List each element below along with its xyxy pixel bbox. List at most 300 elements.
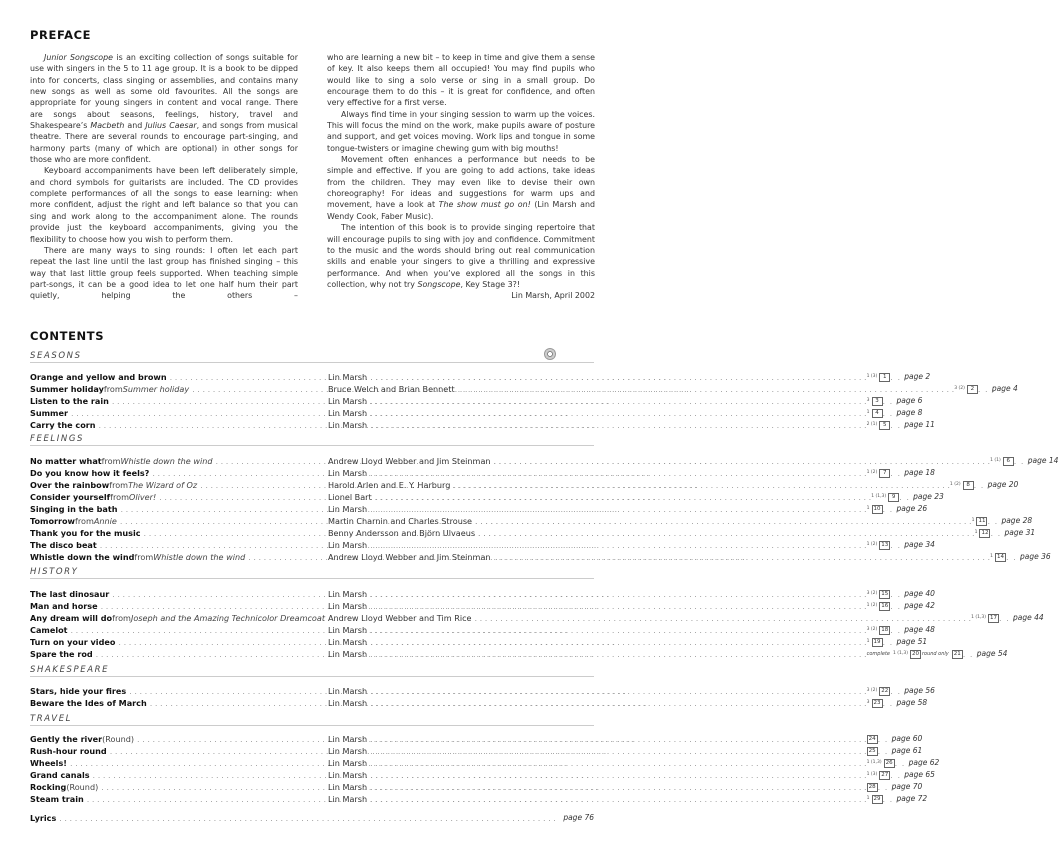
dot-leader: . . . [882, 794, 901, 804]
parts-note: 1 (2) [866, 542, 878, 547]
song-title: Gently the river [30, 734, 103, 744]
cd-track-number: 18 [881, 626, 889, 633]
dot-leader: . . . [890, 589, 909, 599]
contents-row[interactable] [30, 648, 1008, 660]
track-info [867, 697, 883, 709]
track-info [950, 479, 974, 491]
author-cell [328, 527, 1036, 539]
contents-heading: CONTENTS [30, 329, 105, 343]
parts-note: 1 (2) [949, 482, 961, 487]
track-info [867, 588, 891, 600]
author-cell [328, 419, 935, 431]
song-author: Lin Marsh [328, 540, 368, 550]
preface-paragraph [30, 165, 298, 244]
dot-leader: . . . [890, 420, 909, 430]
title-note: from [112, 613, 131, 623]
track-info [954, 383, 978, 395]
track-info [867, 395, 883, 407]
preface-paragraph [327, 52, 595, 109]
song-title: Tomorrow [30, 516, 76, 526]
source-show: Joseph and the Amazing Technicolor Dreamcoat [130, 613, 325, 623]
page-number: page 8 [896, 408, 923, 417]
cd-track-number: 6 [1003, 457, 1014, 466]
contents-row[interactable] [30, 745, 923, 757]
track-info [990, 551, 1006, 563]
song-title-cell [30, 793, 326, 805]
contents-row[interactable] [30, 467, 935, 479]
author-cell [328, 395, 923, 407]
song-title-cell [30, 733, 326, 745]
dot-leader [370, 733, 867, 745]
cd-track-number: 22 [881, 687, 889, 694]
song-title: Turn on your video [30, 637, 116, 647]
song-title-cell [30, 407, 326, 419]
parts-note: 1 [990, 554, 993, 559]
title-note: from [110, 492, 129, 502]
section-heading-feelings: FEELINGS [30, 434, 594, 446]
dot-leader: . . . [1005, 552, 1024, 562]
italic-title: Songscope [417, 279, 461, 289]
lyrics-title: Lyrics [30, 813, 57, 823]
dot-leader [370, 467, 867, 479]
track-info [990, 455, 1014, 467]
author-cell [328, 697, 928, 709]
author-cell [328, 745, 923, 757]
song-author: Lin Marsh [328, 649, 368, 659]
song-author: Andrew Lloyd Webber and Jim Steinman [328, 552, 491, 562]
dot-leader: . . . [882, 698, 901, 708]
page-number: page 6 [896, 396, 923, 405]
song-title-cell [30, 383, 326, 395]
text-run: is an exciting collection of songs suitable for use with singers in the 5 to 11 age group. It is a book to be dipped into for concerts, class singing or assemblies, and contains many new songs as well as some old favourites. All the songs are appropriate for young singers in content and vocal range. There are songs about seasons, feelings, history, travel and Shakespeare’s [30, 53, 298, 131]
author-cell [328, 383, 1018, 395]
song-title: Grand canals [30, 770, 90, 780]
cd-track-number: 3 [872, 397, 883, 406]
dot-leader: . . . [882, 396, 901, 406]
contents-row[interactable] [30, 491, 944, 503]
page-number: page 51 [896, 637, 928, 646]
cd-track-number: 27 [881, 771, 889, 778]
contents-row[interactable] [30, 697, 928, 709]
song-title: Man and horse [30, 601, 98, 611]
song-author: Lin Marsh [328, 396, 368, 406]
section-heading-history: HISTORY [30, 567, 594, 579]
author-cell [328, 515, 1033, 527]
page-number: page 4 [991, 384, 1018, 393]
title-note: from [103, 384, 123, 394]
song-title: Carry the corn [30, 420, 96, 430]
track-info [867, 539, 891, 551]
song-author: Lin Marsh [328, 746, 368, 756]
dot-leader: . . . [882, 504, 901, 514]
preface-right-column [327, 52, 595, 302]
author-cell [328, 491, 944, 503]
song-title: Thank you for the music [30, 528, 141, 538]
contents-row[interactable] [30, 503, 928, 515]
song-title-cell [30, 685, 326, 697]
song-title-cell [30, 588, 326, 600]
track-info [867, 793, 883, 805]
source-show: Annie [93, 516, 117, 526]
dot-leader: . . . [890, 770, 909, 780]
italic-title: Junior Songscope [44, 53, 113, 62]
track-info [867, 685, 891, 697]
page-number: page 76 [563, 813, 594, 822]
preface-paragraph [30, 245, 298, 302]
dot-leader: . . . [890, 601, 909, 611]
page-number: page 34 [904, 540, 935, 549]
author-cell [328, 769, 935, 781]
song-title: Whistle down the wind [30, 552, 135, 562]
dot-leader: . . . [877, 746, 896, 756]
cd-track-number: 11 [978, 517, 986, 524]
song-title-cell [30, 527, 326, 539]
contents-row-lyrics[interactable] [30, 812, 594, 824]
cd-track-number: 13 [881, 541, 889, 548]
song-title-cell [30, 612, 326, 624]
song-title: Wheels! [30, 758, 67, 768]
song-title-cell [30, 781, 326, 793]
contents-row[interactable] [30, 757, 940, 769]
parts-note: 1 [866, 410, 870, 415]
dot-leader [370, 757, 867, 769]
track-info [867, 735, 878, 744]
author-cell [328, 793, 928, 805]
song-title: No matter what [30, 456, 102, 466]
source-show: Oliver! [128, 492, 157, 502]
italic-title: The show must go on! [438, 200, 531, 210]
contents-row[interactable] [30, 383, 1018, 395]
parts-note: 1 [866, 796, 870, 801]
dot-leader [370, 503, 867, 515]
song-author: Andrew Lloyd Webber and Tim Rice [328, 613, 472, 623]
title-note: (Round) [102, 734, 135, 744]
song-title: Camelot [30, 625, 68, 635]
parts-note: 1 [974, 530, 978, 535]
song-title-cell [30, 539, 326, 551]
song-title-cell [30, 648, 326, 660]
title-note: from [134, 552, 154, 562]
source-show: Summer holiday [122, 384, 190, 394]
contents-row[interactable] [30, 419, 935, 431]
dot-leader: . . . [987, 516, 1006, 526]
italic-title: Macbeth [90, 121, 125, 131]
song-title: Steam train [30, 794, 84, 804]
song-title: The disco beat [30, 540, 97, 550]
song-author: Lin Marsh [328, 420, 368, 430]
track-info [867, 648, 963, 660]
dot-leader [458, 383, 955, 395]
author-cell [328, 503, 928, 515]
author-cell [328, 551, 1051, 563]
page-number: page 28 [1001, 516, 1033, 525]
cd-track-number: 25 [868, 747, 876, 754]
preface-paragraph [327, 154, 595, 222]
page-number: page 72 [896, 794, 928, 803]
text-run: Keyboard accompaniments have been left deliberately simple, and chord symbols for guitarists are included. The CD provides complete performances of all the songs to ease learning: when more confident, adjust the right and left balance so that you can sing and work along to the accompaniment alone. The rounds provide just the keyboard accompaniments, giving you the flexibility to choose how you wish to perform them. [30, 166, 298, 244]
parts-note: 3 (2) [866, 591, 878, 596]
song-title: Beware the Ides of March [30, 698, 147, 708]
text-run: and [124, 121, 146, 131]
dot-leader [375, 491, 872, 503]
parts-note: 1 [866, 506, 870, 511]
author-cell [328, 588, 935, 600]
preface-signature: Lin Marsh, April 2002 [511, 291, 595, 301]
author-cell [328, 636, 928, 648]
preface-left-column [30, 52, 298, 302]
song-title: Orange and yellow and brown [30, 372, 167, 382]
song-title: Any dream will do [30, 613, 113, 623]
track-info [867, 503, 883, 515]
cd-track-number: 7 [879, 469, 890, 478]
song-author: Lin Marsh [328, 504, 368, 514]
song-title-cell [30, 467, 326, 479]
cd-track-number: 29 [873, 795, 881, 802]
dot-leader [478, 527, 975, 539]
page-number: page 2 [904, 372, 931, 381]
track-info [867, 419, 891, 431]
source-show: Whistle down the wind [153, 552, 246, 562]
contents-row[interactable] [30, 600, 935, 612]
page-number: page 11 [904, 420, 935, 429]
parts-note: 1 (1,3) [971, 615, 987, 620]
contents-row[interactable] [30, 551, 1051, 563]
contents-row[interactable] [30, 407, 923, 419]
dot-leader [370, 419, 867, 431]
song-title: Summer [30, 408, 68, 418]
cd-track-number: 17 [990, 614, 998, 621]
track-info [972, 515, 988, 527]
song-title-cell [30, 395, 326, 407]
dot-leader: . . . [990, 528, 1009, 538]
dot-leader [494, 455, 991, 467]
dot-leader: . . . [973, 480, 992, 490]
page-number: page 36 [1019, 552, 1051, 561]
track-info [867, 600, 891, 612]
cd-track-number: 14 [996, 553, 1004, 560]
text-run: There are many ways to sing rounds: I often let each part repeat the last line until the last group has finished singing – this way that last little group feels supported. When teaching simple part-songs, it can be a good idea to let one half hum their part quietly, helping the others – [30, 245, 298, 301]
author-cell [328, 371, 931, 383]
title-note: from [101, 456, 121, 466]
song-author: Benny Andersson and Björn Ulvaeus [328, 528, 476, 538]
song-author: Lionel Bart [328, 492, 372, 502]
dot-leader: . . . [890, 540, 909, 550]
page-number: page 44 [1013, 613, 1044, 622]
dot-leader: . . . [999, 613, 1017, 623]
author-cell [328, 407, 923, 419]
track-info [867, 769, 891, 781]
track-info [867, 757, 895, 769]
song-author: Lin Marsh [328, 782, 368, 792]
dot-leader: . . . [890, 625, 909, 635]
song-title-cell [30, 600, 326, 612]
parts-note: 1 (2) [866, 603, 878, 608]
dot-leader: . . . [894, 758, 913, 768]
page-number: page 18 [904, 468, 935, 477]
cd-track-number: 24 [868, 735, 876, 742]
parts-note: 1 (1,3) [866, 760, 882, 765]
contents-row[interactable] [30, 636, 928, 648]
author-cell [328, 539, 935, 551]
song-title: Over the rainbow [30, 480, 110, 490]
parts-note: 1 (1,3) [892, 651, 908, 656]
track-info [867, 624, 891, 636]
cd-track-number: 5 [879, 421, 890, 430]
parts-note: 1 (1,3) [871, 494, 887, 499]
parts-note: 1 (3) [866, 374, 878, 379]
section-heading-shakespeare: SHAKESPEARE [30, 665, 594, 677]
parts-note: 1 [971, 518, 975, 523]
song-title: Singing in the bath [30, 504, 118, 514]
dot-leader [370, 624, 867, 636]
song-title: Stars, hide your fires [30, 686, 127, 696]
page-number: page 61 [891, 746, 923, 755]
author-cell [328, 479, 1019, 491]
author-cell [328, 757, 940, 769]
page-number: page 23 [913, 492, 944, 501]
song-title: Spare the rod [30, 649, 93, 659]
page-number: page 65 [904, 770, 935, 779]
contents-row[interactable] [30, 612, 1044, 624]
contents-row[interactable] [30, 624, 935, 636]
song-title-cell [30, 812, 550, 824]
dot-leader [370, 600, 867, 612]
text-run: who are learning a new bit – to keep in time and give them a sense of key. It also keeps them all occupied! You may find pupils who would like to sing a solo verse or sing in a small group. Do encourage them to do this – it is great for confidence, and often very effective for a first verse. [327, 53, 595, 108]
contents-row[interactable] [30, 781, 923, 793]
contents-row[interactable] [30, 527, 1036, 539]
track-info [975, 527, 991, 539]
dot-leader [370, 781, 867, 793]
cd-track-number: 19 [873, 638, 881, 645]
track-info [871, 491, 899, 503]
cd-track-number: 26 [885, 759, 893, 766]
text-run: (Lin Marsh and Wendy Cook, Faber Music). [327, 200, 595, 221]
page-number: page 42 [904, 601, 935, 610]
parts-note: 1 [866, 639, 870, 644]
song-title: Consider yourself [30, 492, 111, 502]
dot-leader [370, 745, 867, 757]
author-cell [328, 648, 1008, 660]
contents-row[interactable] [30, 515, 1033, 527]
song-author: Lin Marsh [328, 758, 368, 768]
author-cell [328, 467, 935, 479]
preface-paragraph [327, 222, 595, 290]
page-number: page 14 [1027, 456, 1058, 465]
text-run: Movement often enhances a performance but needs to be simple and effective. If you are going to add actions, take ideas from the children. They may even like to devise their own choreography! For ideas and suggestions for warm ups and movement, have a look at [327, 155, 595, 210]
contents-row[interactable] [30, 455, 1058, 467]
cd-track-number: 23 [873, 699, 881, 706]
contents-row[interactable] [30, 395, 923, 407]
song-author: Lin Marsh [328, 698, 368, 708]
page-number: page 70 [891, 782, 923, 791]
page-number: page 20 [987, 480, 1019, 489]
dot-leader [370, 697, 867, 709]
author-cell [328, 600, 935, 612]
contents-row[interactable] [30, 371, 931, 383]
parts-note: 1 (2) [866, 470, 878, 475]
track-info [867, 747, 878, 756]
dot-leader [370, 685, 867, 697]
page-number: page 26 [896, 504, 928, 513]
song-author: Lin Marsh [328, 372, 368, 382]
track-info [867, 636, 883, 648]
song-title: Rush-hour round [30, 746, 107, 756]
dot-leader [475, 612, 972, 624]
song-author: Bruce Welch and Brian Bennett [328, 384, 455, 394]
page-number: page 48 [904, 625, 935, 634]
track-info [867, 467, 891, 479]
text-run: , Key Stage 3?! [460, 279, 520, 289]
song-title-cell [30, 551, 326, 563]
contents-row[interactable] [30, 769, 935, 781]
dot-leader [370, 588, 867, 600]
title-note: (Round) [66, 782, 99, 792]
song-author: Lin Marsh [328, 589, 368, 599]
dot-leader [370, 407, 867, 419]
contents-row[interactable] [30, 733, 923, 745]
complete-label: complete [866, 651, 890, 657]
dot-leader [475, 515, 972, 527]
cd-track-number: 15 [881, 590, 889, 597]
parts-note: 1 (3) [866, 772, 878, 777]
song-author: Martin Charnin and Charles Strouse [328, 516, 473, 526]
dot-leader [370, 371, 867, 383]
song-author: Lin Marsh [328, 408, 368, 418]
contents-row[interactable] [30, 793, 928, 805]
page-number: page 54 [976, 649, 1008, 658]
cd-track-number: 10 [873, 505, 881, 512]
page-number: page 56 [904, 686, 935, 695]
contents-row[interactable] [30, 479, 1019, 491]
song-title-cell [30, 491, 326, 503]
dot-leader: . . . [890, 468, 909, 478]
cd-track-number: 12 [981, 529, 989, 536]
cd-track-number: 4 [872, 409, 883, 418]
italic-title: Julius Caesar [145, 121, 197, 131]
song-title-cell [30, 455, 326, 467]
author-cell [328, 685, 935, 697]
contents-row[interactable] [30, 588, 935, 600]
contents-row[interactable] [30, 539, 935, 551]
track-info [971, 612, 999, 624]
source-show: The Wizard of Oz [128, 480, 198, 490]
track-info [867, 783, 878, 792]
song-title-cell [30, 769, 326, 781]
parts-note: 3 (2) [866, 688, 878, 693]
song-title-cell [30, 636, 326, 648]
contents-row[interactable] [30, 685, 935, 697]
author-cell [328, 455, 1058, 467]
track-info [867, 371, 891, 383]
dot-leader: . . . [877, 782, 896, 792]
song-title: Summer holiday [30, 384, 104, 394]
cd-track-number: 28 [868, 783, 876, 790]
parts-note: 1 (1) [990, 458, 1001, 463]
cd-track-number: 20 [911, 650, 919, 657]
parts-note: 2 (1) [866, 422, 878, 427]
parts-note: 3 [866, 398, 870, 403]
dot-leader [59, 812, 556, 824]
text-run: The intention of this book is to provide singing repertoire that will encourage pupils to sing with joy and confidence. Commitment to the music and the words should bring out real communication skills and enable your singers to give a thrilling and expressive performance. And when you’ve explored all the songs in this collection, why not try [327, 223, 595, 289]
dot-leader [494, 551, 991, 563]
song-title: The last dinosaur [30, 589, 110, 599]
dot-leader [370, 769, 867, 781]
text-run: Always find time in your singing session to warm up the voices. This will focus the mind on the work, make pupils aware of posture and support, and get voices moving. Work lips and tongue in some tongue-twisters or imagine chewing gum with big mouths! [327, 109, 595, 153]
dot-leader: . . . [977, 384, 996, 394]
author-cell [328, 781, 923, 793]
cd-track-number: 21 [953, 650, 961, 657]
preface-paragraph [327, 109, 595, 154]
